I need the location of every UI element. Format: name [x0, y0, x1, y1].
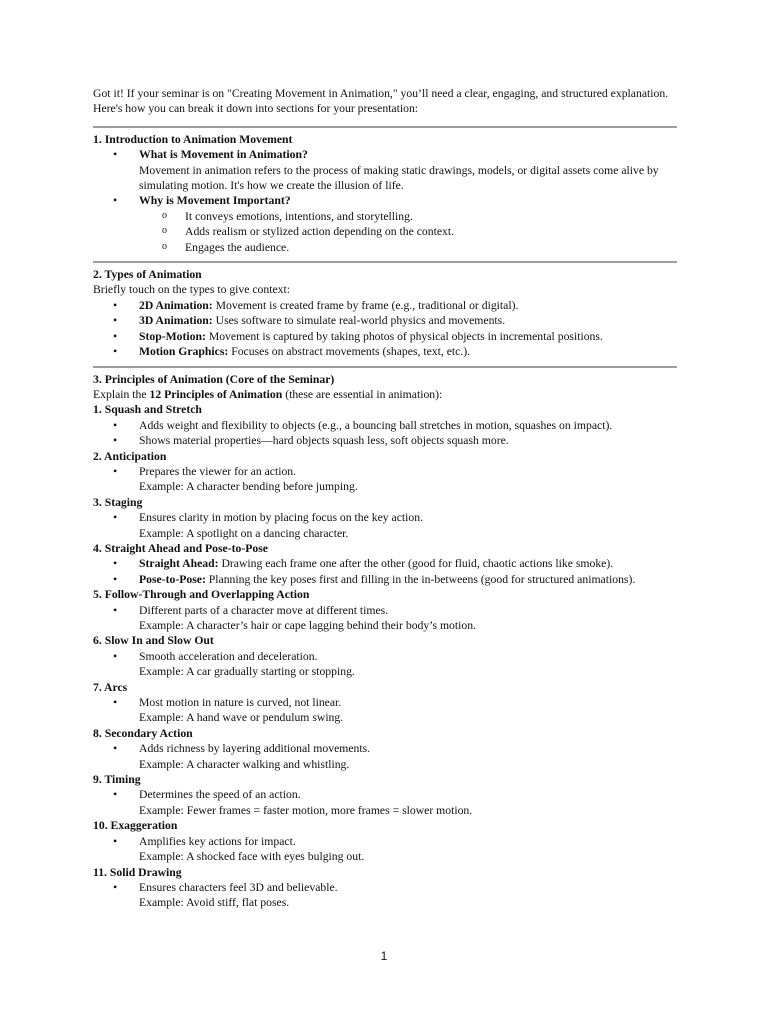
- list-item: [93, 329, 677, 344]
- principle-title: 9. Timing: [93, 773, 141, 787]
- principle-title: 6. Slow In and Slow Out: [93, 634, 214, 648]
- bullet-list: [93, 510, 677, 541]
- item-lead: 3D Animation:: [139, 314, 213, 328]
- principle-title: 7. Arcs: [93, 680, 128, 694]
- item-text: • Smooth acceleration and deceleration.: [139, 649, 318, 663]
- item-heading: • What is Movement in Animation?: [139, 148, 308, 162]
- list-item: [93, 193, 677, 208]
- list-item: [93, 787, 677, 818]
- sub-list-item: o It conveys emotions, intentions, and storytelling.: [93, 209, 677, 224]
- list-item: [93, 313, 677, 328]
- item-example: Example: Avoid stiff, flat poses.: [139, 896, 290, 910]
- item-heading: • Why is Movement Important?: [139, 194, 291, 208]
- item-text: • Amplifies key actions for impact.: [139, 834, 296, 848]
- bullet-list: [93, 147, 677, 255]
- item-text: • Most motion in nature is curved, not linear.: [139, 696, 342, 710]
- list-item: • Shows material properties—hard objects squash less, soft objects squash more.: [93, 433, 677, 448]
- bullet-list: [93, 834, 677, 865]
- item-example: Example: A hand wave or pendulum swing.: [139, 711, 344, 725]
- bullet-list: [93, 649, 677, 680]
- section-principles: [93, 372, 677, 911]
- item-example: Example: A character walking and whistling.: [139, 757, 350, 771]
- bullet-list: [93, 880, 677, 911]
- explain-suffix: (these are essential in animation):: [282, 387, 443, 401]
- item-text: • Different parts of a character move at different times.: [139, 603, 389, 617]
- intro-paragraph: Got it! If your seminar is on "Creating Movement in Animation," you’ll need a clear, engaging, and structured explanation. Here's how you can break it down into sections for your presentation:: [93, 87, 669, 116]
- list-item: [93, 572, 677, 587]
- list-item: [93, 464, 677, 495]
- bullet-list: [93, 695, 677, 726]
- page-number: 1: [380, 949, 388, 963]
- principle-title: 10. Exaggeration: [93, 819, 178, 833]
- list-item: • Adds weight and flexibility to objects (e.g., a bouncing ball stretches in motion, squashes on impact).: [93, 418, 677, 433]
- item-text: • Prepares the viewer for an action.: [139, 464, 297, 478]
- bullet-list: [93, 741, 677, 772]
- list-item: [93, 649, 677, 680]
- section-introduction: [93, 132, 677, 255]
- section-types: [93, 267, 677, 359]
- section-title: 1. Introduction to Animation Movement: [93, 132, 293, 146]
- list-item: [93, 344, 677, 359]
- section-title: 2. Types of Animation: [93, 268, 202, 282]
- list-item: [93, 298, 677, 313]
- section-title: 3. Principles of Animation (Core of the Seminar): [93, 372, 335, 386]
- item-example: Example: A character’s hair or cape lagging behind their body’s motion.: [139, 619, 477, 632]
- bullet-list: [93, 464, 677, 495]
- item-lead: Motion Graphics:: [139, 345, 229, 359]
- item-text: • Determines the speed of an action.: [139, 788, 301, 802]
- item-example: Example: A shocked face with eyes bulging out.: [139, 850, 365, 864]
- list-item: [93, 834, 677, 865]
- section-divider: [93, 261, 677, 263]
- item-lead: Stop-Motion:: [139, 329, 206, 343]
- bullet-list: [93, 603, 677, 634]
- list-item: [93, 603, 677, 634]
- item-lead: 2D Animation:: [139, 298, 213, 312]
- item-text: Uses software to simulate real-world physics and movements.: [212, 314, 506, 328]
- list-item: [93, 695, 677, 726]
- explain-bold: 12 Principles of Animation: [149, 387, 283, 401]
- principle-title: 5. Follow-Through and Overlapping Action: [93, 588, 310, 602]
- list-item: [93, 880, 677, 911]
- document-body: [93, 86, 677, 917]
- sub-list-item: o Engages the audience.: [93, 240, 677, 255]
- item-lead: Straight Ahead:: [139, 557, 219, 571]
- item-lead: Pose-to-Pose:: [139, 572, 206, 586]
- bullet-list: [93, 298, 677, 360]
- item-example: Example: A character bending before jumping.: [139, 480, 358, 494]
- explain-prefix: Explain the: [93, 387, 150, 401]
- section-subtitle: [93, 387, 677, 402]
- item-text: Movement in animation refers to the process of making static drawings, models, or digital assets come alive by simulating motion. It's how we create the illusion of life.: [139, 163, 659, 193]
- list-item: [93, 147, 677, 193]
- item-example: Example: Fewer frames = faster motion, more frames = slower motion.: [139, 803, 473, 817]
- principle-title: 4. Straight Ahead and Pose-to-Pose: [93, 541, 268, 555]
- list-item: [93, 741, 677, 772]
- item-text: • Ensures characters feel 3D and believable.: [139, 880, 338, 894]
- item-text: Drawing each frame one after the other (good for fluid, chaotic actions like smoke).: [218, 557, 614, 571]
- principle-title: 8. Secondary Action: [93, 726, 193, 740]
- item-example: Example: A spotlight on a dancing character.: [139, 526, 349, 540]
- item-text: Movement is created frame by frame (e.g., traditional or digital).: [212, 298, 519, 312]
- section-divider: [93, 366, 677, 368]
- item-text: Planning the key poses first and filling in the in-betweens (good for structured animations).: [205, 572, 636, 586]
- section-divider: [93, 126, 677, 128]
- item-text: Movement is captured by taking photos of physical objects in incremental positions.: [205, 329, 603, 343]
- principle-title: 1. Squash and Stretch: [93, 403, 202, 417]
- principle-title: 11. Solid Drawing: [93, 865, 182, 879]
- list-item: [93, 556, 677, 571]
- item-text: Focuses on abstract movements (shapes, text, etc.).: [228, 345, 471, 359]
- bullet-list: [93, 787, 677, 818]
- item-text: • Adds richness by layering additional movements.: [139, 742, 371, 756]
- bullet-list: [93, 418, 677, 449]
- principle-title: 2. Anticipation: [93, 449, 167, 463]
- item-text: • Ensures clarity in motion by placing focus on the key action.: [139, 511, 424, 525]
- sub-list-item: o Adds realism or stylized action depending on the context.: [93, 224, 677, 239]
- list-item: [93, 510, 677, 541]
- bullet-list: [93, 556, 677, 587]
- principle-title: 3. Staging: [93, 495, 143, 509]
- item-example: Example: A car gradually starting or stopping.: [139, 665, 355, 679]
- section-subtitle: Briefly touch on the types to give context:: [93, 283, 291, 297]
